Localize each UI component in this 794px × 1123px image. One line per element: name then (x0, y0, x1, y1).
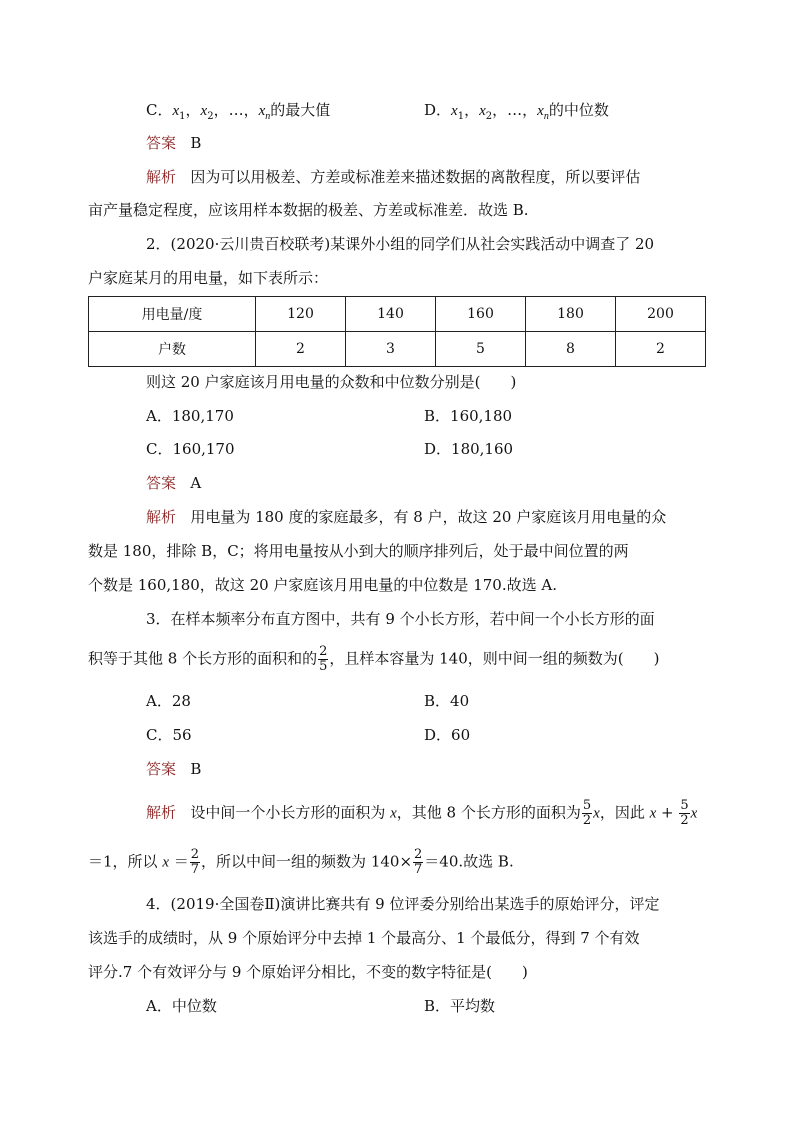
analysis-text: 因为可以用极差、方差或标准差来描述数据的离散程度，所以要评估 (190, 168, 641, 186)
numerator: 2 (319, 644, 328, 659)
answer-label: 答案 (146, 760, 177, 778)
q2-analysis-line-3: 个数是 160,180，故这 20 户家庭该月用电量的中位数是 170.故选 A. (88, 576, 557, 594)
sep: ， (522, 101, 538, 119)
analysis-text: 用电量为 180 度的家庭最多，有 8 户，故这 20 户家庭该月用电量的众 (190, 508, 667, 526)
q1-answer (146, 133, 201, 153)
q3-stem-line-2 (88, 645, 659, 674)
denominator: 2 (582, 813, 592, 828)
sub: 1 (179, 111, 186, 122)
denominator: 7 (414, 862, 423, 877)
table-cell: 160 (436, 297, 526, 332)
q2-option-d: D．180,160 (424, 440, 514, 458)
q3-analysis-line-2 (88, 848, 514, 877)
sep: ， (243, 101, 259, 119)
table-cell: 3 (346, 332, 436, 367)
table-row (89, 297, 706, 332)
answer-value: A (190, 474, 202, 492)
sub: n (543, 111, 549, 122)
denominator: 7 (190, 862, 200, 877)
q3-option-d: D．60 (424, 726, 471, 744)
answer-label: 答案 (146, 134, 177, 152)
stem-text: ，且样本容量为 140，则中间一组的频数为( ) (329, 649, 660, 668)
table-cell: 180 (526, 297, 616, 332)
fraction (413, 848, 423, 877)
answer-value: B (190, 760, 202, 778)
table-cell: 5 (436, 332, 526, 367)
analysis-label: 解析 (146, 803, 177, 822)
ellipsis: … (507, 101, 523, 119)
usage-table (88, 296, 706, 367)
denominator: 5 (319, 659, 328, 674)
q2-analysis-line-2: 数是 180，排除 B，C；将用电量按从小到大的顺序排列后，处于最中间位置的两 (88, 542, 629, 560)
answer-value: B (190, 134, 202, 152)
option-letter: C． (146, 101, 173, 119)
q2-option-b: B．160,180 (424, 407, 513, 425)
q2-stem-line-1: 2．(2020·云川贵百校联考)某课外小组的同学们从社会实践活动中调查了 20 (146, 235, 655, 253)
var-x: x (537, 103, 544, 119)
numerator: 5 (680, 798, 689, 813)
var-x: x (690, 805, 698, 822)
table-cell: 140 (346, 297, 436, 332)
table-cell: 2 (256, 332, 346, 367)
fraction (679, 799, 689, 828)
analysis-text: 设中间一个小长方形的面积为 (190, 803, 391, 822)
q1-analysis-line-2: 亩产量稳定程度，应该用样本数据的极差、方差或标准差．故选 B. (88, 201, 529, 219)
stem-text: 积等于其他 8 个长方形的面积和的 (88, 649, 318, 668)
var-x: x (649, 805, 657, 822)
analysis-text: + (656, 803, 679, 822)
numerator: 2 (190, 847, 200, 862)
analysis-text: ＝1，所以 (88, 852, 163, 871)
q1-option-c (146, 100, 330, 127)
analysis-text: ，因此 (599, 803, 650, 822)
q3-option-c: C．56 (146, 726, 192, 744)
var-x: x (172, 103, 180, 119)
option-text: 的中位数 (548, 101, 609, 119)
numerator: 2 (414, 847, 423, 862)
var-x: x (200, 103, 208, 119)
option-text: 的最大值 (270, 101, 331, 119)
var-x: x (479, 103, 486, 119)
q4-stem-line-2: 该选手的成绩时，从 9 个原始评分中去掉 1 个最高分、1 个最低分，得到 7 个有效 (88, 929, 640, 947)
q2-option-c: C．160,170 (146, 440, 235, 458)
var-x: x (451, 103, 458, 119)
q3-stem-line-1: 3．在样本频率分布直方图中，共有 9 个小长方形，若中间一个小长方形的面 (146, 610, 655, 628)
analysis-label: 解析 (146, 168, 177, 186)
ellipsis: … (228, 101, 244, 119)
sub: 2 (485, 111, 493, 122)
var-x: x (593, 805, 600, 822)
table-cell: 2 (616, 332, 706, 367)
q4-stem-line-1: 4．(2019·全国卷Ⅱ)演讲比赛共有 9 位评委分别给出某选手的原始评分，评定 (146, 895, 660, 913)
analysis-text: ，所以中间一组的频数为 140× (201, 852, 413, 871)
q4-option-b: B．平均数 (424, 997, 496, 1015)
q3-answer (146, 759, 201, 779)
answer-label: 答案 (146, 474, 177, 492)
q2-answer (146, 473, 201, 493)
fraction (582, 799, 592, 828)
analysis-label: 解析 (146, 508, 177, 526)
q2-stem-line-2: 户家庭某月的用电量，如下表所示： (88, 269, 329, 287)
option-letter: D． (424, 101, 452, 119)
denominator: 2 (680, 813, 689, 828)
q2-option-a: A．180,170 (146, 407, 234, 425)
table-cell: 120 (256, 297, 346, 332)
table-cell: 200 (616, 297, 706, 332)
q4-option-a: A．中位数 (146, 997, 217, 1015)
sub: 1 (457, 111, 465, 122)
q1-analysis-line-1 (146, 167, 640, 187)
q3-option-a: A．28 (146, 692, 191, 710)
sub: n (265, 111, 271, 122)
table-cell: 户数 (89, 332, 256, 367)
analysis-text: ＝ (168, 852, 189, 871)
analysis-text: ＝40.故选 B. (424, 852, 514, 871)
var-x: x (162, 854, 169, 871)
sep: ， (492, 101, 508, 119)
fraction (190, 848, 200, 877)
sep: ， (185, 101, 201, 119)
q3-analysis-line-1 (146, 799, 697, 828)
sep: ， (213, 101, 229, 119)
q4-stem-line-3: 评分.7 个有效评分与 9 个原始评分相比，不变的数字特征是( ) (88, 963, 528, 981)
table-row (89, 332, 706, 367)
fraction (318, 645, 328, 674)
sub: 2 (207, 111, 214, 122)
sep: ， (464, 101, 480, 119)
table-cell: 用电量/度 (89, 297, 256, 332)
q2-question: 则这 20 户家庭该月用电量的众数和中位数分别是( ) (146, 373, 517, 391)
numerator: 5 (582, 798, 592, 813)
q3-option-b: B．40 (424, 692, 470, 710)
table-cell: 8 (526, 332, 616, 367)
var-x: x (390, 805, 397, 822)
q2-analysis-line-1 (146, 507, 666, 527)
var-x: x (258, 103, 266, 119)
analysis-text: ，其他 8 个长方形的面积为 (396, 803, 581, 822)
q1-option-d (424, 100, 609, 127)
